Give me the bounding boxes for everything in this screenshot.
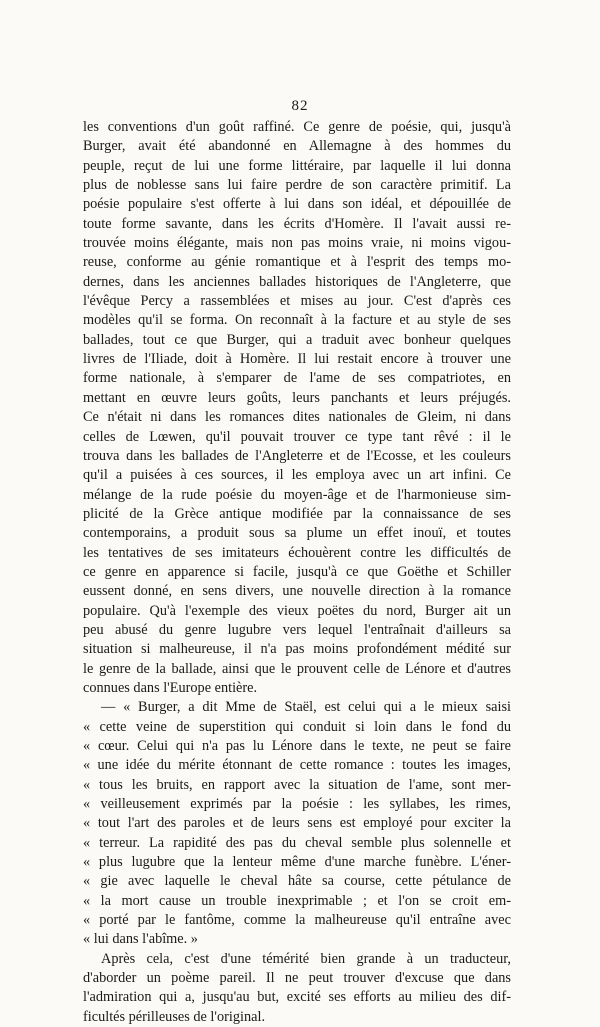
page-number: 82 <box>291 98 309 114</box>
text-line: populaire. Qu'à l'exemple des vieux poëtes du nord, Burger ait un <box>83 602 511 619</box>
quote-line: « cette veine de superstition qui conduit si loin dans le fond du <box>83 718 511 735</box>
text-line: mélange de la rude poésie du moyen-âge et de l'harmonieuse sim- <box>83 486 511 503</box>
text-line: trouva dans les ballades de l'Angleterre et de l'Ecosse, et les couleurs <box>83 447 511 464</box>
quote-line: « plus lugubre que la lenteur même d'une marche funèbre. L'éner- <box>83 854 511 871</box>
text-line: l'évêque Percy a rassemblées et mises au jour. C'est d'après ces <box>83 293 511 310</box>
text-line: les conventions d'un goût raffiné. Ce genre de poésie, qui, jusqu'à <box>83 119 511 135</box>
quote-line: « tout l'art des paroles et de leurs sens est employé pour exciter la <box>83 815 511 832</box>
quote-line: « terreur. La rapidité des pas du cheval semble plus solennelle et <box>83 834 511 851</box>
quote-line: « cœur. Celui qui n'a pas lu Lénore dans le texte, ne peut se faire <box>83 738 511 754</box>
quote-line: « gie avec laquelle le cheval hâte sa course, cette pétulance de <box>83 873 511 890</box>
text-line: Burger, avait été abandonné en Allemagne à des hommes du <box>83 138 511 155</box>
text-line: poésie populaire s'est offerte à lui dans son idéal, et dépouillée de <box>83 196 511 213</box>
quote-line: « tous les bruits, en rapport avec la situation de l'ame, sont mer- <box>83 776 511 793</box>
text-line: les tentatives de ses imitateurs échouèrent contre les difficultés de <box>83 544 511 561</box>
text-line: forme nationale, à s'emparer de l'ame de ses compatriotes, en <box>83 370 511 387</box>
quote-line: « une idée du mérite étonnant de cette romance : toutes les images, <box>83 757 511 774</box>
text-line: plus de noblesse sans lui faire perdre de son caractère primitif. La <box>83 177 511 194</box>
text-line: situation si malheureuse, il n'a pas moins profondément médité sur <box>83 641 511 658</box>
text-line: Après cela, c'est d'une témérité bien grande à un traducteur, <box>101 950 511 967</box>
text-line: trouvée moins élégante, mais non pas moins vraie, ni moins vigou- <box>83 235 511 252</box>
text-line: qu'il a puisées à ces sources, il les employa avec un art infini. Ce <box>83 467 511 484</box>
text-line: peuple, reçut de lui une forme littéraire, par laquelle il lui donna <box>83 157 511 174</box>
quote-line: « lui dans l'abîme. » <box>83 931 198 948</box>
text-line: modèles qu'il se forma. On reconnaît à la facture et au style de ses <box>83 312 511 329</box>
text-line: toute forme savante, dans les écrits d'Homère. Il l'avait aussi re- <box>83 215 511 232</box>
text-line: Ce n'était ni dans les romances dites nationales de Gleim, ni dans <box>83 409 511 426</box>
text-line: dernes, dans les anciennes ballades historiques de l'Angleterre, que <box>83 273 511 290</box>
text-line: d'aborder un poème pareil. Il ne peut trouver d'excuse que dans <box>83 970 511 987</box>
text-line: ballades, tout ce que Burger, qui a traduit avec bonheur quelques <box>83 331 511 348</box>
text-line: connues dans l'Europe entière. <box>83 679 258 696</box>
quote-line: « la mort cause un trouble inexprimable ; et l'on se croit em- <box>83 892 511 909</box>
text-line: contemporains, a produit sous sa plume un effet inouï, et toutes <box>83 525 511 542</box>
text-line: mettant en œuvre leurs goûts, leurs panchants et leurs préjugés. <box>83 389 511 406</box>
text-line: le genre de la ballade, ainsi que le prouvent celle de Lénore et d'autres <box>83 660 511 677</box>
text-line: celles de Lœwen, qu'il pouvait trouver ce type tant rêvé : il le <box>83 428 511 445</box>
text-line: ce genre en apparence si facile, jusqu'à ce que Goëthe et Schiller <box>83 563 511 580</box>
text-line: peu abusé du genre lugubre vers lequel l'entraînait d'ailleurs sa <box>83 621 511 638</box>
quote-line: « porté par le fantôme, comme la malheureuse qu'il entraîne avec <box>83 912 511 929</box>
text-line: ficultés périlleuses de l'original. <box>83 1008 266 1025</box>
text-line: l'admiration qui a, jusqu'au but, excité ses efforts au milieu des dif- <box>83 989 511 1006</box>
text-line: plicité de la Grèce antique modifiée par la connaissance de ses <box>83 505 511 522</box>
body-text <box>83 118 511 1027</box>
quote-line: « veilleusement exprimés par la poésie : les syllabes, les rimes, <box>83 796 511 813</box>
quote-line: — « Burger, a dit Mme de Staël, est celui qui a le mieux saisi <box>101 699 511 716</box>
text-line: reuse, conforme au génie romantique et à l'esprit des temps mo- <box>83 254 511 271</box>
text-line: eussent donné, en sens divers, une nouvelle direction à la romance <box>83 583 511 600</box>
text-line: livres de l'Iliade, doit à Homère. Il lui restait encore à trouver une <box>83 351 511 368</box>
